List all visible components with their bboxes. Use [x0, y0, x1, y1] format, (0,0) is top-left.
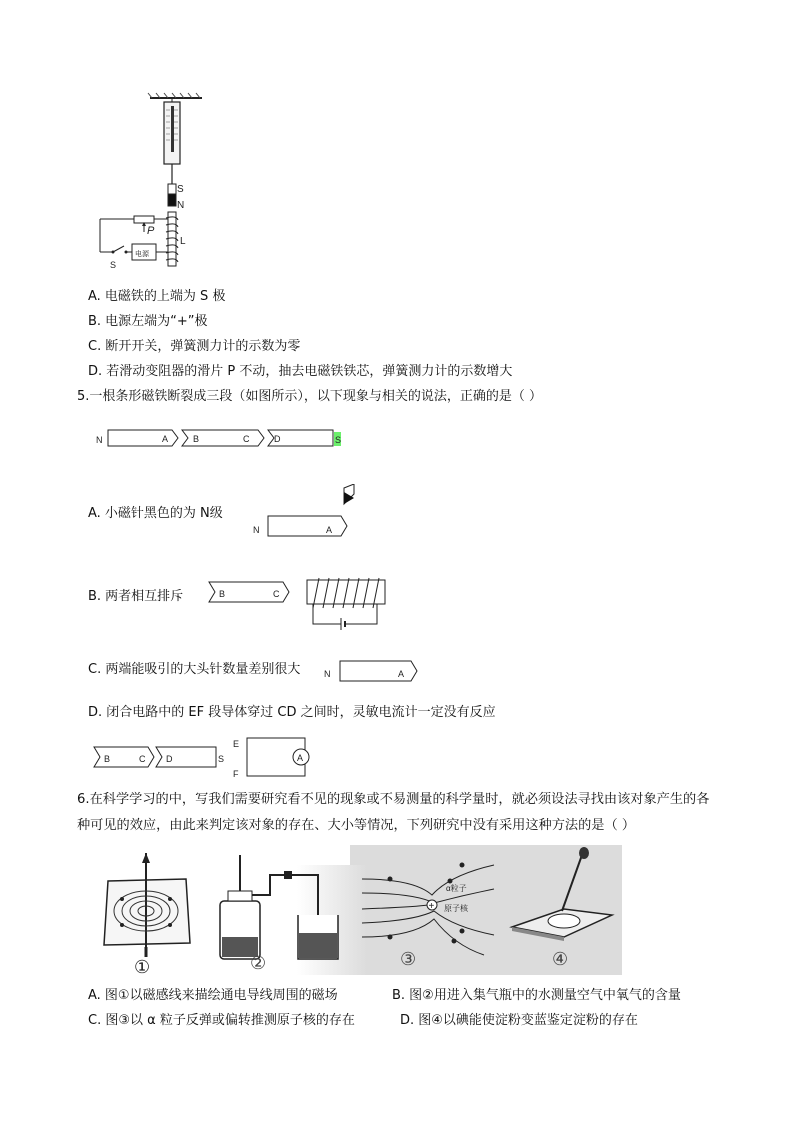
- broken-magnet-figure: [92, 424, 352, 454]
- figure-1-number: ①: [134, 957, 151, 975]
- q6-option-c: C. 图③以 α 粒子反弹或偏转推测原子核的存在: [88, 1013, 355, 1028]
- opt-d-s-label: S: [218, 754, 225, 764]
- q4-option-c: C. 断开开关，弹簧测力计的示数为零: [88, 339, 301, 354]
- segment-c-label: C: [243, 434, 250, 444]
- q5-option-d: D. 闭合电路中的 EF 段导体穿过 CD 之间时，灵敏电流计一定没有反应: [88, 705, 496, 720]
- nucleus-label: 原子核: [444, 904, 468, 913]
- q5-option-a-figure: [250, 484, 360, 542]
- figure-4-iodine-test: [508, 845, 620, 975]
- segment-b-label: B: [193, 434, 200, 444]
- opt-b-b-label: B: [219, 589, 226, 599]
- q6-option-d: D. 图④以碘能使淀粉变蓝鉴定淀粉的存在: [400, 1013, 638, 1028]
- figure-1-magnetic-field: [94, 845, 204, 975]
- opt-a-a-label: A: [326, 525, 333, 535]
- spring-scale-electromagnet-figure: [90, 92, 210, 272]
- q5-option-b-figure: [205, 572, 390, 634]
- segment-d-label: D: [274, 434, 281, 444]
- switch-label: S: [110, 260, 117, 270]
- svg-text:+: +: [428, 901, 435, 912]
- q5-option-a: A. 小磁针黑色的为 N级: [88, 506, 223, 521]
- q5-option-b: B. 两者相互排斥: [88, 589, 184, 604]
- opt-d-e-label: E: [233, 739, 240, 749]
- q4-option-b: B. 电源左端为“+”极: [88, 314, 208, 329]
- opt-d-f-label: F: [233, 769, 239, 779]
- q6-stem: 6.在科学学习的中，写我们需要研究看不见的现象或不易测量的科学量时，就必须设法寻找由该对象产生的各种可见的效应，由此来判定该对象的存在、大小等情况，下列研究中没有采用这种方法的是（ ）: [77, 792, 710, 833]
- opt-d-b-label: B: [104, 754, 111, 764]
- alpha-particle-label: α粒子: [446, 884, 467, 893]
- opt-a-n-label: N: [253, 525, 260, 535]
- coil-l-label: L: [180, 236, 186, 247]
- slider-p-label: P: [147, 225, 155, 237]
- magnet-s-label: S: [177, 184, 184, 195]
- figure-2-gas-jar: [210, 845, 350, 975]
- q4-option-a: A. 电磁铁的上端为 S 极: [88, 289, 226, 304]
- segment-a-label: A: [162, 434, 169, 444]
- q6-figure-strip: [92, 845, 622, 975]
- q5-option-d-figure: [92, 735, 322, 781]
- magnet-s-end-label: S: [335, 435, 342, 445]
- opt-b-c-label: C: [273, 589, 280, 599]
- power-supply-label: 电源: [135, 251, 149, 258]
- q4-option-d: D. 若滑动变阻器的滑片 P 不动，抽去电磁铁铁芯，弹簧测力计的示数增大: [88, 364, 513, 379]
- opt-c-a-label: A: [398, 669, 405, 679]
- opt-c-n-label: N: [324, 669, 331, 679]
- figure-3-number: ③: [400, 949, 417, 969]
- q6-option-a: A. 图①以磁感线来描绘通电导线周围的磁场: [88, 988, 338, 1003]
- opt-d-d-label: D: [166, 754, 173, 764]
- q5-option-c-figure: [320, 655, 420, 685]
- figure-2-number: ②: [250, 953, 267, 973]
- figure-4-number: ④: [552, 949, 569, 969]
- magnet-n-end-label: N: [96, 435, 103, 445]
- magnet-n-label: N: [177, 200, 185, 211]
- q5-stem: 5.一根条形磁铁断裂成三段（如图所示），以下现象与相关的说法，正确的是（ ）: [77, 389, 543, 404]
- q5-option-c: C. 两端能吸引的大头针数量差别很大: [88, 662, 301, 677]
- q6-option-b: B. 图②用进入集气瓶中的水测量空气中氧气的含量: [392, 988, 681, 1003]
- opt-d-c-label: C: [139, 754, 146, 764]
- galvanometer-label: A: [297, 753, 304, 763]
- figure-3-alpha-scattering: [354, 845, 504, 975]
